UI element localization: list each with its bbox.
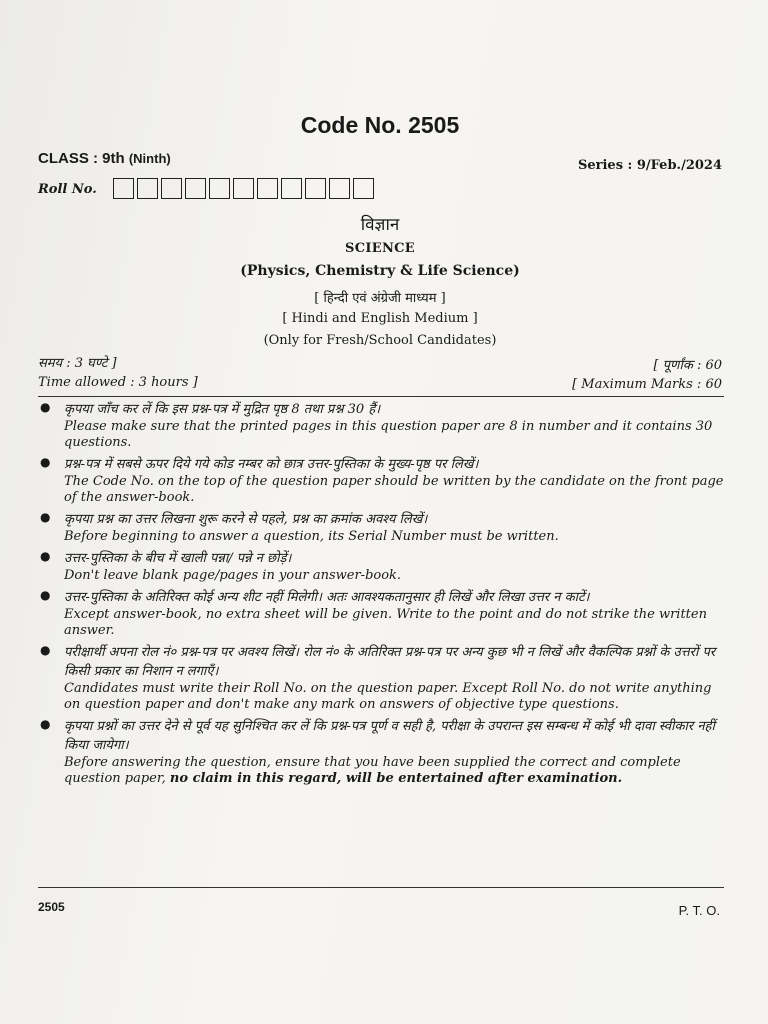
medium-hindi: [ हिन्दी एवं अंग्रेजी माध्यम ] (314, 291, 446, 306)
subject-title-hindi: विज्ञान (360, 215, 400, 235)
instruction-hindi: उत्तर-पुस्तिका के अतिरिक्त कोई अन्य शीट नहीं मिलेगी। अतः आवश्यकतानुसार ही लिखें और लिखा उत्तर न काटें। (64, 590, 590, 605)
class-line (38, 150, 171, 167)
bullet-icon: ● (40, 510, 51, 524)
time-allowed-hindi: समय : 3 घण्टे ] (38, 356, 117, 371)
max-marks-hindi: [ पूर्णांक : 60 (653, 358, 722, 373)
instruction-item (38, 717, 724, 787)
instruction-english: Before beginning to answer a question, its Serial Number must be written. (64, 529, 559, 544)
instruction-item (38, 588, 724, 639)
medium-english: [ Hindi and English Medium ] (282, 311, 478, 326)
instruction-item (38, 455, 724, 506)
instruction-hindi: कृपया प्रश्नों का उत्तर देने से पूर्व यह सुनिश्चित कर लें कि प्रश्न-पत्र पूर्ण व सही है, परीक्षा के उपरान्त इस सम्बन्ध में कोई भी दावा स्वीकार नहीं किया जायेगा। (64, 719, 715, 753)
candidate-type: (Only for Fresh/School Candidates) (263, 333, 497, 348)
roll-number-box[interactable] (113, 178, 134, 199)
class-note: (Ninth) (128, 151, 171, 166)
instruction-item (38, 643, 724, 713)
instructions-list (38, 400, 724, 791)
divider-bottom (38, 887, 724, 888)
instruction-hindi: कृपया प्रश्न का उत्तर लिखना शुरू करने से पहले, प्रश्न का क्रमांक अवश्य लिखें। (64, 512, 428, 527)
instruction-hindi: प्रश्न-पत्र में सबसे ऊपर दिये गये कोड नम्बर को छात्र उत्तर-पुस्तिका के मुख्य-पृष्ठ पर लिखें। (64, 457, 479, 472)
subject-title: SCIENCE (345, 241, 415, 256)
series-label: Series : 9/Feb./2024 (577, 158, 722, 173)
instruction-hindi: कृपया जाँच कर लें कि इस प्रश्न-पत्र में मुद्रित पृष्ठ 8 तथा प्रश्न 30 हैं। (64, 402, 381, 417)
roll-number-box[interactable] (305, 178, 326, 199)
roll-number-box[interactable] (257, 178, 278, 199)
roll-number-box[interactable] (353, 178, 374, 199)
instruction-english: Don't leave blank page/pages in your answer-book. (64, 568, 402, 583)
roll-number-box[interactable] (209, 178, 230, 199)
divider-top (38, 396, 724, 397)
bullet-icon: ● (40, 549, 51, 563)
instruction-hindi: परीक्षार्थी अपना रोल नं० प्रश्न-पत्र पर अवश्य लिखें। रोल नं० के अतिरिक्त प्रश्न-पत्र पर अन्य कुछ भी न लिखें और वैकल्पिक प्रश्नों के उत्तरों पर किसी प्रकार का निशान न लगाएँ। (64, 645, 716, 679)
instruction-item (38, 549, 724, 584)
max-marks: [ Maximum Marks : 60 (572, 377, 722, 392)
subject-branches: (Physics, Chemistry & Life Science) (240, 263, 520, 279)
roll-number-box[interactable] (329, 178, 350, 199)
bullet-icon: ● (40, 588, 51, 602)
roll-number-boxes (113, 178, 377, 199)
time-allowed: Time allowed : 3 hours ] (38, 375, 198, 390)
bullet-icon: ● (40, 400, 51, 414)
footer-code: 2505 (38, 900, 65, 914)
roll-number-box[interactable] (281, 178, 302, 199)
instruction-english-plain: Before answering the question, ensure that you have been supplied the correct and complete question paper, (64, 755, 681, 786)
please-turn-over: P. T. O. (678, 903, 720, 918)
roll-number-box[interactable] (185, 178, 206, 199)
instruction-item (38, 400, 724, 451)
roll-number-label: Roll No. (38, 182, 97, 197)
instruction-hindi: उत्तर-पुस्तिका के बीच में खाली पन्ना/ पन्ने न छोड़ें। (64, 551, 292, 566)
bullet-icon: ● (40, 643, 51, 657)
roll-number-box[interactable] (137, 178, 158, 199)
instruction-english: Please make sure that the printed pages in this question paper are 8 in number and it contains 30 questions. (64, 419, 713, 450)
code-number: Code No. 2505 (300, 112, 460, 138)
bullet-icon: ● (40, 717, 51, 731)
instruction-english: Candidates must write their Roll No. on the question paper. Except Roll No. do not write anything on question paper and don't make any mark on answers of objective type questions. (64, 681, 712, 712)
instruction-english: Except answer-book, no extra sheet will be given. Write to the point and do not strike the written answer. (64, 607, 707, 638)
instruction-english (64, 755, 724, 787)
roll-number-box[interactable] (233, 178, 254, 199)
roll-number-box[interactable] (161, 178, 182, 199)
instruction-item (38, 510, 724, 545)
instruction-english-bold: no claim in this regard, will be entertained after examination. (169, 771, 623, 786)
instruction-english: The Code No. on the top of the question paper should be written by the candidate on the front page of the answer-book. (64, 474, 724, 505)
bullet-icon: ● (40, 455, 51, 469)
class-label: CLASS : 9th (38, 150, 125, 167)
